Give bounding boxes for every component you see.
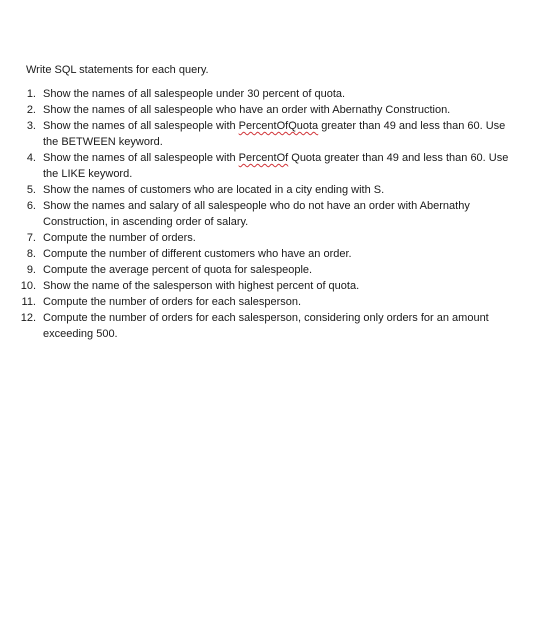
query-text (43, 150, 513, 182)
query-number: 7. (26, 232, 36, 244)
query-text-segment: Compute the number of different customers who have an order. (43, 248, 352, 260)
query-text (43, 102, 513, 118)
query-item (0, 198, 535, 230)
query-item (0, 86, 535, 102)
query-text-segment: Show the names and salary of all salespeople who do not have an order with Abernathy Construction, in ascending order of salary. (43, 200, 470, 228)
query-item (0, 278, 535, 294)
query-text-segment: Show the names of customers who are located in a city ending with S. (43, 184, 385, 196)
query-item (0, 102, 535, 118)
query-text-segment: Show the name of the salesperson with highest percent of quota. (43, 280, 360, 292)
query-item (0, 310, 535, 342)
query-number: 8. (26, 248, 36, 260)
query-text-segment: Show the names of all salespeople with (43, 152, 239, 164)
query-text (43, 182, 513, 198)
query-text-segment: Compute the number of orders for each salesperson. (43, 296, 302, 308)
query-text-segment: Show the names of all salespeople with (43, 120, 239, 132)
query-number: 10. (20, 280, 36, 292)
query-text (43, 262, 513, 278)
query-text-segment: Show the names of all salespeople under 30 percent of quota. (43, 88, 346, 100)
query-text-segment: Compute the number of orders. (43, 232, 196, 244)
query-number: 9. (26, 264, 36, 276)
intro-text: Write SQL statements for each query. (26, 64, 209, 76)
query-number: 6. (26, 200, 36, 212)
query-text (43, 294, 513, 310)
query-text-segment: Show the names of all salespeople who have an order with Abernathy Construction. (43, 104, 451, 116)
query-text-segment: Compute the number of orders for each salesperson, considering only orders for an amount exceeding 500. (43, 312, 489, 340)
query-number: 2. (26, 104, 36, 116)
query-text (43, 310, 513, 342)
spellcheck-flagged-word: PercentOf (238, 152, 289, 164)
query-text (43, 278, 513, 294)
query-item (0, 262, 535, 278)
query-number: 11. (21, 296, 36, 308)
query-item (0, 246, 535, 262)
query-text-segment: Compute the average percent of quota for salespeople. (43, 264, 313, 276)
query-text-segment: Quota greater than 49 and less than 60. Use the LIKE keyword. (43, 152, 509, 180)
query-item (0, 294, 535, 310)
query-text (43, 198, 513, 230)
query-number: 1. (26, 88, 36, 100)
query-number: 12. (20, 312, 36, 324)
query-text (43, 86, 513, 102)
query-item (0, 182, 535, 198)
query-list (0, 86, 535, 342)
query-text (43, 118, 513, 150)
query-number: 5. (26, 184, 36, 196)
query-item (0, 230, 535, 246)
query-number: 4. (26, 152, 36, 164)
query-item (0, 118, 535, 150)
query-text (43, 246, 513, 262)
spellcheck-flagged-word: PercentOfQuota (238, 120, 319, 132)
query-text-segment: greater than 49 and less than 60. Use the BETWEEN keyword. (43, 120, 506, 148)
query-number: 3. (26, 120, 36, 132)
query-text (43, 230, 513, 246)
query-item (0, 150, 535, 182)
